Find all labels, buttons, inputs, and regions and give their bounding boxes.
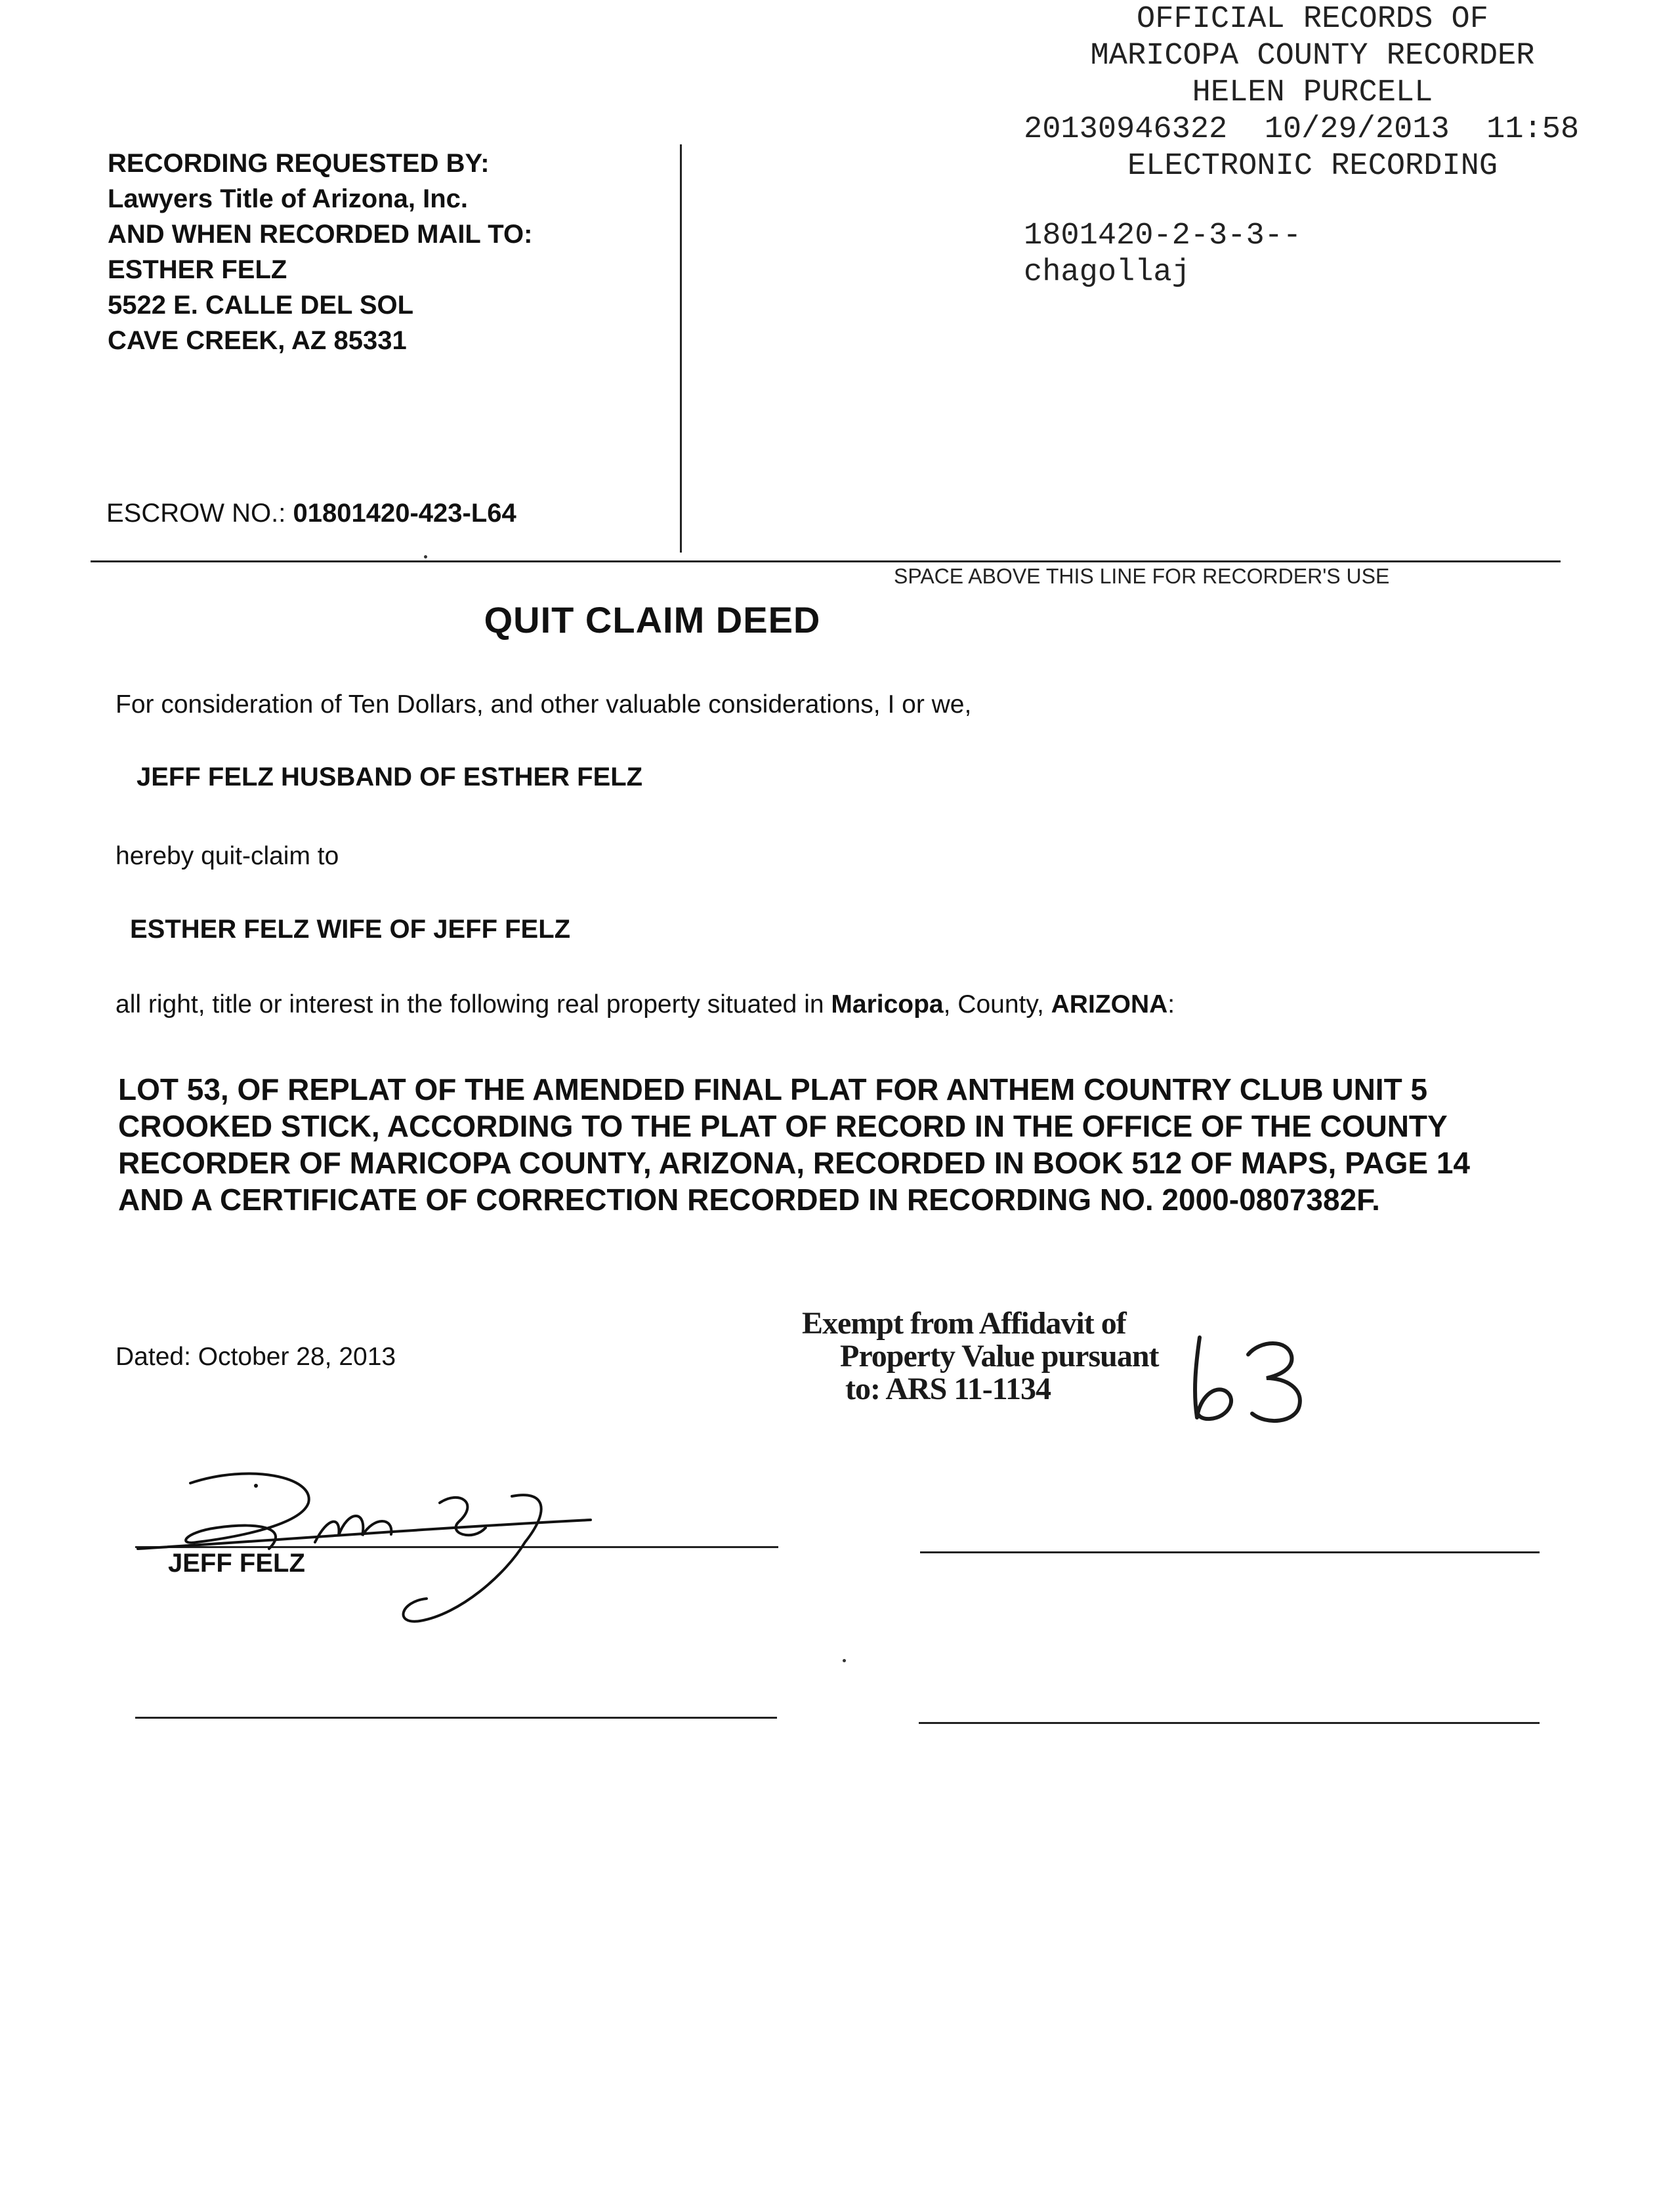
record-number: 20130946322 bbox=[1024, 112, 1228, 147]
signer-name: JEFF FELZ bbox=[168, 1549, 305, 1578]
county-name: Maricopa bbox=[831, 990, 944, 1018]
state-name: ARIZONA bbox=[1051, 990, 1168, 1018]
state-suffix: : bbox=[1167, 990, 1175, 1018]
recorder-stamp bbox=[1024, 1, 1667, 291]
recorders-use-note: SPACE ABOVE THIS LINE FOR RECORDER'S USE bbox=[894, 564, 1390, 588]
recorder-line-5: ELECTRONIC RECORDING bbox=[1127, 149, 1498, 184]
document-title bbox=[0, 598, 1680, 641]
grantee-name: ESTHER FELZ WIFE OF JEFF FELZ bbox=[130, 915, 571, 944]
scan-speck bbox=[424, 555, 427, 558]
exempt-stamp-line-3: to: ARS 11-1134 bbox=[845, 1372, 1051, 1406]
exempt-stamp bbox=[802, 1307, 1222, 1406]
recording-info-block bbox=[108, 146, 665, 358]
dated-line: Dated: October 28, 2013 bbox=[116, 1343, 396, 1371]
recorder-line-2: MARICOPA COUNTY RECORDER bbox=[1090, 39, 1535, 74]
signature-line-blank bbox=[920, 1551, 1540, 1553]
county-suffix: , County, bbox=[943, 990, 1044, 1018]
quitclaim-phrase: hereby quit-claim to bbox=[116, 842, 339, 870]
grantor-name: JEFF FELZ HUSBAND OF ESTHER FELZ bbox=[136, 763, 643, 791]
recorder-line-1: OFFICIAL RECORDS OF bbox=[1137, 2, 1488, 37]
record-date: 10/29/2013 bbox=[1264, 112, 1450, 147]
mail-to-street: 5522 E. CALLE DEL SOL bbox=[108, 291, 414, 320]
document-title-text: QUIT CLAIM DEED bbox=[484, 599, 821, 640]
exempt-stamp-line-1: Exempt from Affidavit of bbox=[802, 1306, 1126, 1341]
record-time: 11:58 bbox=[1486, 112, 1580, 147]
scan-speck bbox=[843, 1659, 846, 1662]
legal-description-line: AND A CERTIFICATE OF CORRECTION RECORDED IN RECORDING NO. 2000-0807382F. bbox=[118, 1183, 1380, 1217]
legal-description-line: LOT 53, OF REPLAT OF THE AMENDED FINAL PLAT FOR ANTHEM COUNTRY CLUB UNIT 5 bbox=[118, 1072, 1428, 1106]
legal-description bbox=[118, 1071, 1562, 1218]
requested-by-company: Lawyers Title of Arizona, Inc. bbox=[108, 184, 469, 213]
signature-line-blank bbox=[135, 1717, 777, 1719]
recorder-reference: 1801420-2-3-3-- bbox=[1024, 219, 1302, 253]
escrow-number bbox=[106, 499, 516, 528]
exempt-stamp-line-2: Property Value pursuant bbox=[840, 1339, 1159, 1374]
mail-to-label: AND WHEN RECORDED MAIL TO: bbox=[108, 220, 533, 249]
interest-prefix: all right, title or interest in the following real property situated in bbox=[116, 990, 824, 1018]
mail-to-name: ESTHER FELZ bbox=[108, 255, 287, 284]
mail-to-city: CAVE CREEK, AZ 85331 bbox=[108, 326, 407, 355]
escrow-label: ESCROW NO.: bbox=[106, 499, 286, 528]
escrow-value: 01801420-423-L64 bbox=[293, 499, 516, 528]
signature-line-blank bbox=[919, 1722, 1540, 1724]
requested-by-label: RECORDING REQUESTED BY: bbox=[108, 149, 490, 178]
recording-number-row bbox=[1024, 112, 1667, 148]
legal-description-line: RECORDER OF MARICOPA COUNTY, ARIZONA, RECORDED IN BOOK 512 OF MAPS, PAGE 14 bbox=[118, 1146, 1470, 1180]
recorder-clerk: chagollaj bbox=[1024, 255, 1190, 290]
signature bbox=[118, 1444, 617, 1641]
recorder-space-line bbox=[91, 560, 1561, 562]
header-divider-vertical bbox=[680, 144, 682, 553]
property-location-clause bbox=[116, 990, 1175, 1019]
legal-description-line: CROOKED STICK, ACCORDING TO THE PLAT OF RECORD IN THE OFFICE OF THE COUNTY bbox=[118, 1109, 1448, 1143]
consideration-clause: For consideration of Ten Dollars, and other valuable considerations, I or we, bbox=[116, 690, 972, 719]
recorder-line-3: HELEN PURCELL bbox=[1192, 75, 1433, 110]
handwritten-note bbox=[1188, 1326, 1312, 1431]
